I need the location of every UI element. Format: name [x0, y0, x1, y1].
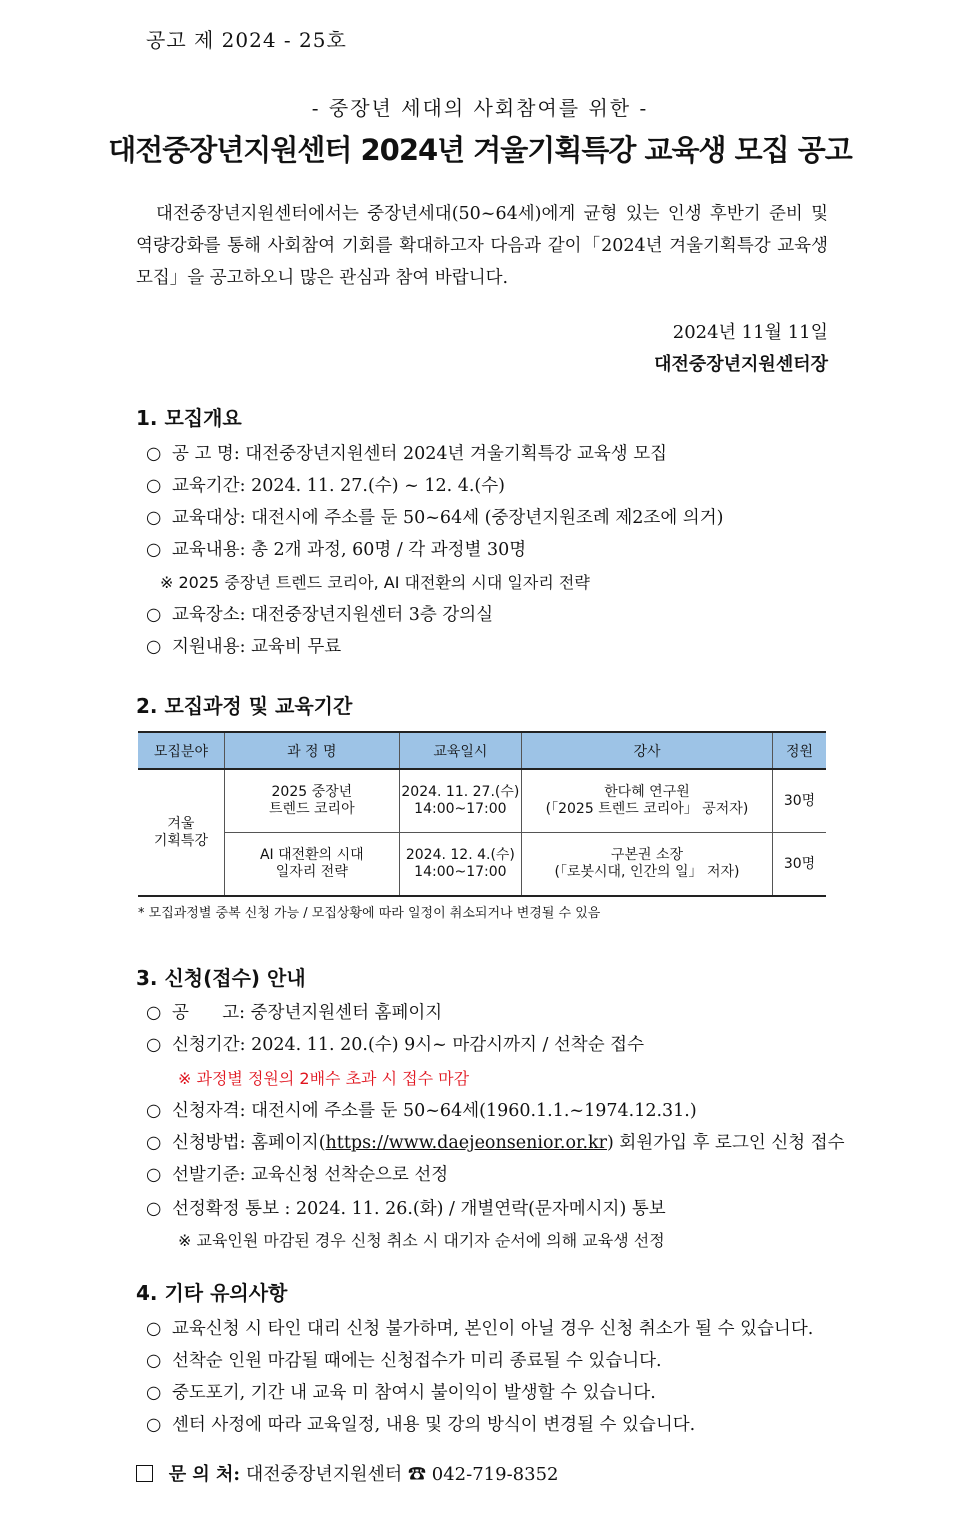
list-item: ○ 신청자격: 대전시에 주소를 둔 50~64세(1960.1.1.~1974.12.31.) [146, 1101, 697, 1121]
list-item: ○ 선정확정 통보 : 2024. 11. 26.(화) / 개별연락(문자메시지) 통보 [146, 1199, 666, 1219]
datetime-cell: 2024. 12. 4.(수) 14:00~17:00 [399, 833, 521, 897]
contact-phone[interactable]: 042-719-8352 [431, 1464, 559, 1485]
table-row [138, 833, 826, 897]
list-item: ○ 교육내용: 총 2개 과정, 60명 / 각 과정별 30명 [146, 540, 527, 560]
section4-heading: 4. 기타 유의사항 [136, 1281, 288, 1305]
circle-bullet-icon: ○ [146, 605, 162, 625]
circle-bullet-icon: ○ [146, 540, 162, 560]
datetime-cell: 2024. 11. 27.(수) 14:00~17:00 [399, 769, 521, 833]
list-item: ○ 교육장소: 대전중장년지원센터 3층 강의실 [146, 605, 494, 625]
section2-heading: 2. 모집과정 및 교육기간 [136, 694, 353, 718]
list-item: ○ 중도포기, 기간 내 교육 미 참여시 불이익이 발생할 수 있습니다. [146, 1383, 656, 1403]
table-header: 모집분야 [138, 732, 224, 769]
list-item: ○ 공 고: 중장년지원센터 홈페이지 [146, 1003, 443, 1023]
list-item: ○ 신청기간: 2024. 11. 20.(수) 9시~ 마감시까지 / 선착순 접수 [146, 1035, 644, 1055]
instructor-cell: 한다혜 연구원 (「2025 트렌드 코리아」 공저자) [521, 769, 772, 833]
circle-bullet-icon: ○ [146, 1319, 162, 1339]
circle-bullet-icon: ○ [146, 444, 162, 464]
list-item: ○ 신청방법: 홈페이지(https://www.daejeonsenior.or.kr) 회원가입 후 로그인 신청 접수 [146, 1133, 845, 1153]
table-header: 강사 [521, 732, 772, 769]
list-item: ○ 교육대상: 대전시에 주소를 둔 50~64세 (중장년지원조례 제2조에 의거) [146, 508, 724, 528]
table-header: 과 정 명 [224, 732, 399, 769]
circle-bullet-icon: ○ [146, 1199, 162, 1219]
circle-bullet-icon: ○ [146, 476, 162, 496]
table-header: 교육일시 [399, 732, 521, 769]
course-cell: 2025 중장년 트렌드 코리아 [224, 769, 399, 833]
list-item: ○ 선발기준: 교육신청 선착순으로 선정 [146, 1165, 449, 1185]
list-item: ○ 공 고 명: 대전중장년지원센터 2024년 겨울기획특강 교육생 모집 [146, 444, 668, 464]
table-note: * 모집과정별 중복 신청 가능 / 모집상황에 따라 일정이 취소되거나 변경될 수 있음 [138, 906, 601, 921]
category-cell: 겨울 기획특강 [138, 769, 224, 896]
course-table [138, 731, 826, 897]
capacity-cell: 30명 [772, 833, 826, 897]
homepage-link[interactable]: https://www.daejeonsenior.or.kr [325, 1133, 608, 1153]
section1-heading: 1. 모집개요 [136, 406, 242, 430]
notice-date: 2024년 11월 11일 [672, 322, 828, 343]
subtitle: - 중장년 세대의 사회참여를 위한 - [311, 96, 649, 120]
circle-bullet-icon: ○ [146, 1101, 162, 1121]
contact-label: 문 의 처: [168, 1464, 241, 1485]
circle-bullet-icon: ○ [146, 1133, 162, 1153]
section3-heading: 3. 신청(접수) 안내 [136, 966, 306, 990]
list-item: ○ 선착순 인원 마감될 때에는 신청접수가 미리 종료될 수 있습니다. [146, 1351, 662, 1371]
circle-bullet-icon: ○ [146, 1351, 162, 1371]
list-item: ○ 교육기간: 2024. 11. 27.(수) ~ 12. 4.(수) [146, 476, 505, 496]
contact-org: 대전중장년지원센터 [245, 1464, 403, 1485]
table-row [138, 769, 826, 833]
course-cell: AI 대전환의 시대 일자리 전략 [224, 833, 399, 897]
square-bullet-icon [136, 1465, 153, 1482]
signer: 대전중장년지원센터장 [654, 354, 828, 375]
contact-line [136, 1460, 558, 1486]
list-item: ○ 교육신청 시 타인 대리 신청 불가하며, 본인이 아닐 경우 신청 취소가 될 수 있습니다. [146, 1319, 814, 1339]
circle-bullet-icon: ○ [146, 1035, 162, 1055]
instructor-cell: 구본권 소장 (「로봇시대, 인간의 일」 저자) [521, 833, 772, 897]
circle-bullet-icon: ○ [146, 1165, 162, 1185]
intro-paragraph: 대전중장년지원센터에서는 중장년세대(50~64세)에게 균형 있는 인생 후반기 준비 및 역량강화를 통해 사회참여 기회를 확대하고자 다음과 같이「2024년 겨울기획특강 교육생 모집」을 공고하오니 많은 관심과 참여 바랍니다. [136, 204, 828, 288]
list-item: ○ 센터 사정에 따라 교육일정, 내용 및 강의 방식이 변경될 수 있습니다. [146, 1415, 696, 1435]
waitlist-note: ※ 교육인원 마감된 경우 신청 취소 시 대기자 순서에 의해 교육생 선정 [178, 1231, 665, 1250]
page-title: 대전중장년지원센터 2024년 겨울기획특강 교육생 모집 공고 [108, 133, 852, 167]
course-note: ※ 2025 중장년 트렌드 코리아, AI 대전환의 시대 일자리 전략 [160, 573, 590, 592]
circle-bullet-icon: ○ [146, 637, 162, 657]
table-header-row [138, 732, 826, 769]
circle-bullet-icon: ○ [146, 1003, 162, 1023]
table-header: 정원 [772, 732, 826, 769]
telephone-icon: ☎ [408, 1464, 427, 1485]
circle-bullet-icon: ○ [146, 508, 162, 528]
circle-bullet-icon: ○ [146, 1383, 162, 1403]
deadline-warning: ※ 과정별 정원의 2배수 초과 시 접수 마감 [178, 1069, 470, 1088]
circle-bullet-icon: ○ [146, 1415, 162, 1435]
notice-number: 공고 제 2024 - 25호 [146, 28, 347, 52]
list-item: ○ 지원내용: 교육비 무료 [146, 637, 342, 657]
capacity-cell: 30명 [772, 769, 826, 833]
